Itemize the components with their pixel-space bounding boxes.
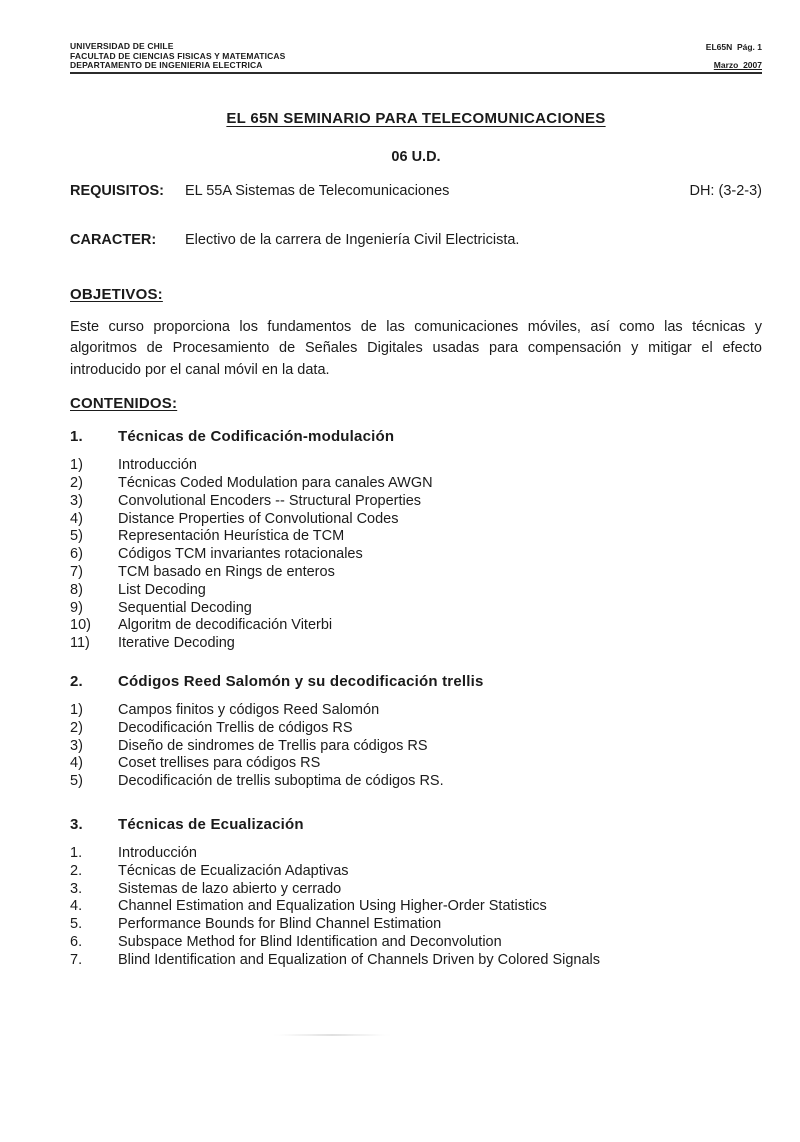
item-number: 11) xyxy=(70,635,90,652)
item-number: 2. xyxy=(70,862,83,879)
item-text: Sistemas de lazo abierto y cerrado xyxy=(118,880,342,897)
header-meta xyxy=(706,43,762,71)
item-number: 1) xyxy=(70,457,83,474)
list-item xyxy=(70,863,762,881)
item-number: 4) xyxy=(70,755,83,772)
item-number: 3) xyxy=(70,737,83,754)
list-item xyxy=(70,511,762,529)
list-item xyxy=(70,934,762,952)
section-number: 2. xyxy=(70,673,83,691)
list-item xyxy=(70,898,762,916)
dh-value: DH: (3-2-3) xyxy=(689,182,762,199)
item-number: 4) xyxy=(70,510,83,527)
item-number: 7) xyxy=(70,564,83,581)
course-code-page: EL65N Pág. 1 xyxy=(705,41,762,52)
item-number: 4. xyxy=(70,898,83,915)
list-item xyxy=(70,845,762,863)
item-text: Distance Properties of Convolutional Codes xyxy=(118,510,399,527)
item-text: Códigos TCM invariantes rotacionales xyxy=(118,546,363,563)
institution-block xyxy=(70,42,286,71)
item-number: 5) xyxy=(70,773,83,790)
item-text: Algoritm de decodificación Viterbi xyxy=(118,617,333,634)
list-item xyxy=(70,720,762,738)
section-heading xyxy=(70,816,762,833)
section-heading xyxy=(70,428,762,445)
item-text: Channel Estimation and Equalization Using Higher-Order Statistics xyxy=(118,898,547,915)
item-text: Sequential Decoding xyxy=(118,599,252,616)
objetivos-paragraph: Este curso proporciona los fundamentos de las comunicaciones móviles, así como las técnicas y algoritmos de Procesamiento de Señales Digitales usadas para compensación y mitigar el efecto introducido por el canal móvil en la data. xyxy=(70,318,762,378)
list-item xyxy=(70,773,762,791)
requisitos-label: REQUISITOS: xyxy=(70,182,164,199)
item-number: 3. xyxy=(70,880,83,897)
requisitos-value: EL 55A Sistemas de Telecomunicaciones xyxy=(185,182,450,199)
item-number: 8) xyxy=(70,581,83,598)
item-number: 10) xyxy=(70,617,91,634)
item-text: List Decoding xyxy=(118,581,206,598)
item-text: Iterative Decoding xyxy=(118,635,235,652)
caracter-value: Electivo de la carrera de Ingeniería Civil Electricista. xyxy=(185,231,520,248)
item-number: 7. xyxy=(70,951,83,968)
list-item xyxy=(70,916,762,934)
caracter-row xyxy=(70,232,762,248)
item-number: 1. xyxy=(70,845,83,862)
section-number: 3. xyxy=(70,816,83,834)
item-text: Decodificación Trellis de códigos RS xyxy=(118,719,353,736)
section-title: Códigos Reed Salomón y su decodificación trellis xyxy=(118,673,484,691)
page-header xyxy=(70,42,762,74)
section-number: 1. xyxy=(70,428,83,446)
list-item xyxy=(70,457,762,475)
section-title: Técnicas de Ecualización xyxy=(118,816,304,834)
item-number: 2) xyxy=(70,719,83,736)
item-number: 6) xyxy=(70,546,83,563)
item-text: Diseño de sindromes de Trellis para códigos RS xyxy=(118,737,428,754)
item-text: Decodificación de trellis suboptima de códigos RS. xyxy=(118,773,444,790)
institution-line: UNIVERSIDAD DE CHILE xyxy=(70,41,174,51)
document-date: Marzo 2007 xyxy=(713,60,762,71)
list-item xyxy=(70,582,762,600)
item-text: Representación Heurística de TCM xyxy=(118,528,345,545)
list-item xyxy=(70,881,762,899)
section-item-list xyxy=(70,457,762,653)
item-text: Introducción xyxy=(118,845,197,862)
item-text: Coset trellises para códigos RS xyxy=(118,755,321,772)
item-number: 3) xyxy=(70,492,83,509)
section-item-list xyxy=(70,702,762,791)
section-title: Técnicas de Codificación-modulación xyxy=(118,428,395,446)
item-text: TCM basado en Rings de enteros xyxy=(118,564,335,581)
item-number: 2) xyxy=(70,475,83,492)
item-number: 9) xyxy=(70,599,83,616)
list-item xyxy=(70,528,762,546)
caracter-label: CARACTER: xyxy=(70,231,157,248)
item-text: Convolutional Encoders -- Structural Properties xyxy=(118,492,422,509)
section-heading xyxy=(70,673,762,690)
item-number: 5) xyxy=(70,528,83,545)
section-item-list xyxy=(70,845,762,970)
item-text: Técnicas Coded Modulation para canales AWGN xyxy=(118,475,433,492)
item-text: Introducción xyxy=(118,457,197,474)
list-item xyxy=(70,546,762,564)
list-item xyxy=(70,617,762,635)
list-item xyxy=(70,738,762,756)
list-item xyxy=(70,952,762,970)
institution-line: FACULTAD DE CIENCIAS FISICAS Y MATEMATICAS xyxy=(70,50,286,61)
item-text: Campos finitos y códigos Reed Salomón xyxy=(118,702,380,719)
scan-artifact xyxy=(272,1034,392,1036)
list-item xyxy=(70,493,762,511)
item-number: 5. xyxy=(70,916,83,933)
list-item xyxy=(70,635,762,653)
item-text: Técnicas de Ecualización Adaptivas xyxy=(118,862,349,879)
item-number: 6. xyxy=(70,934,83,951)
page-title: EL 65N SEMINARIO PARA TELECOMUNICACIONES xyxy=(226,109,606,127)
item-number: 1) xyxy=(70,702,83,719)
list-item xyxy=(70,475,762,493)
item-text: Blind Identification and Equalization of Channels Driven by Colored Signals xyxy=(118,951,601,968)
requisitos-row xyxy=(70,183,762,199)
item-text: Performance Bounds for Blind Channel Estimation xyxy=(118,916,442,933)
list-item xyxy=(70,702,762,720)
institution-line: DEPARTAMENTO DE INGENIERIA ELECTRICA xyxy=(70,60,263,71)
list-item xyxy=(70,600,762,618)
course-units: 06 U.D. xyxy=(391,148,441,165)
objetivos-heading: OBJETIVOS: xyxy=(70,285,163,303)
contenidos-heading: CONTENIDOS: xyxy=(70,395,178,413)
item-text: Subspace Method for Blind Identification and Deconvolution xyxy=(118,934,502,951)
list-item xyxy=(70,564,762,582)
list-item xyxy=(70,755,762,773)
